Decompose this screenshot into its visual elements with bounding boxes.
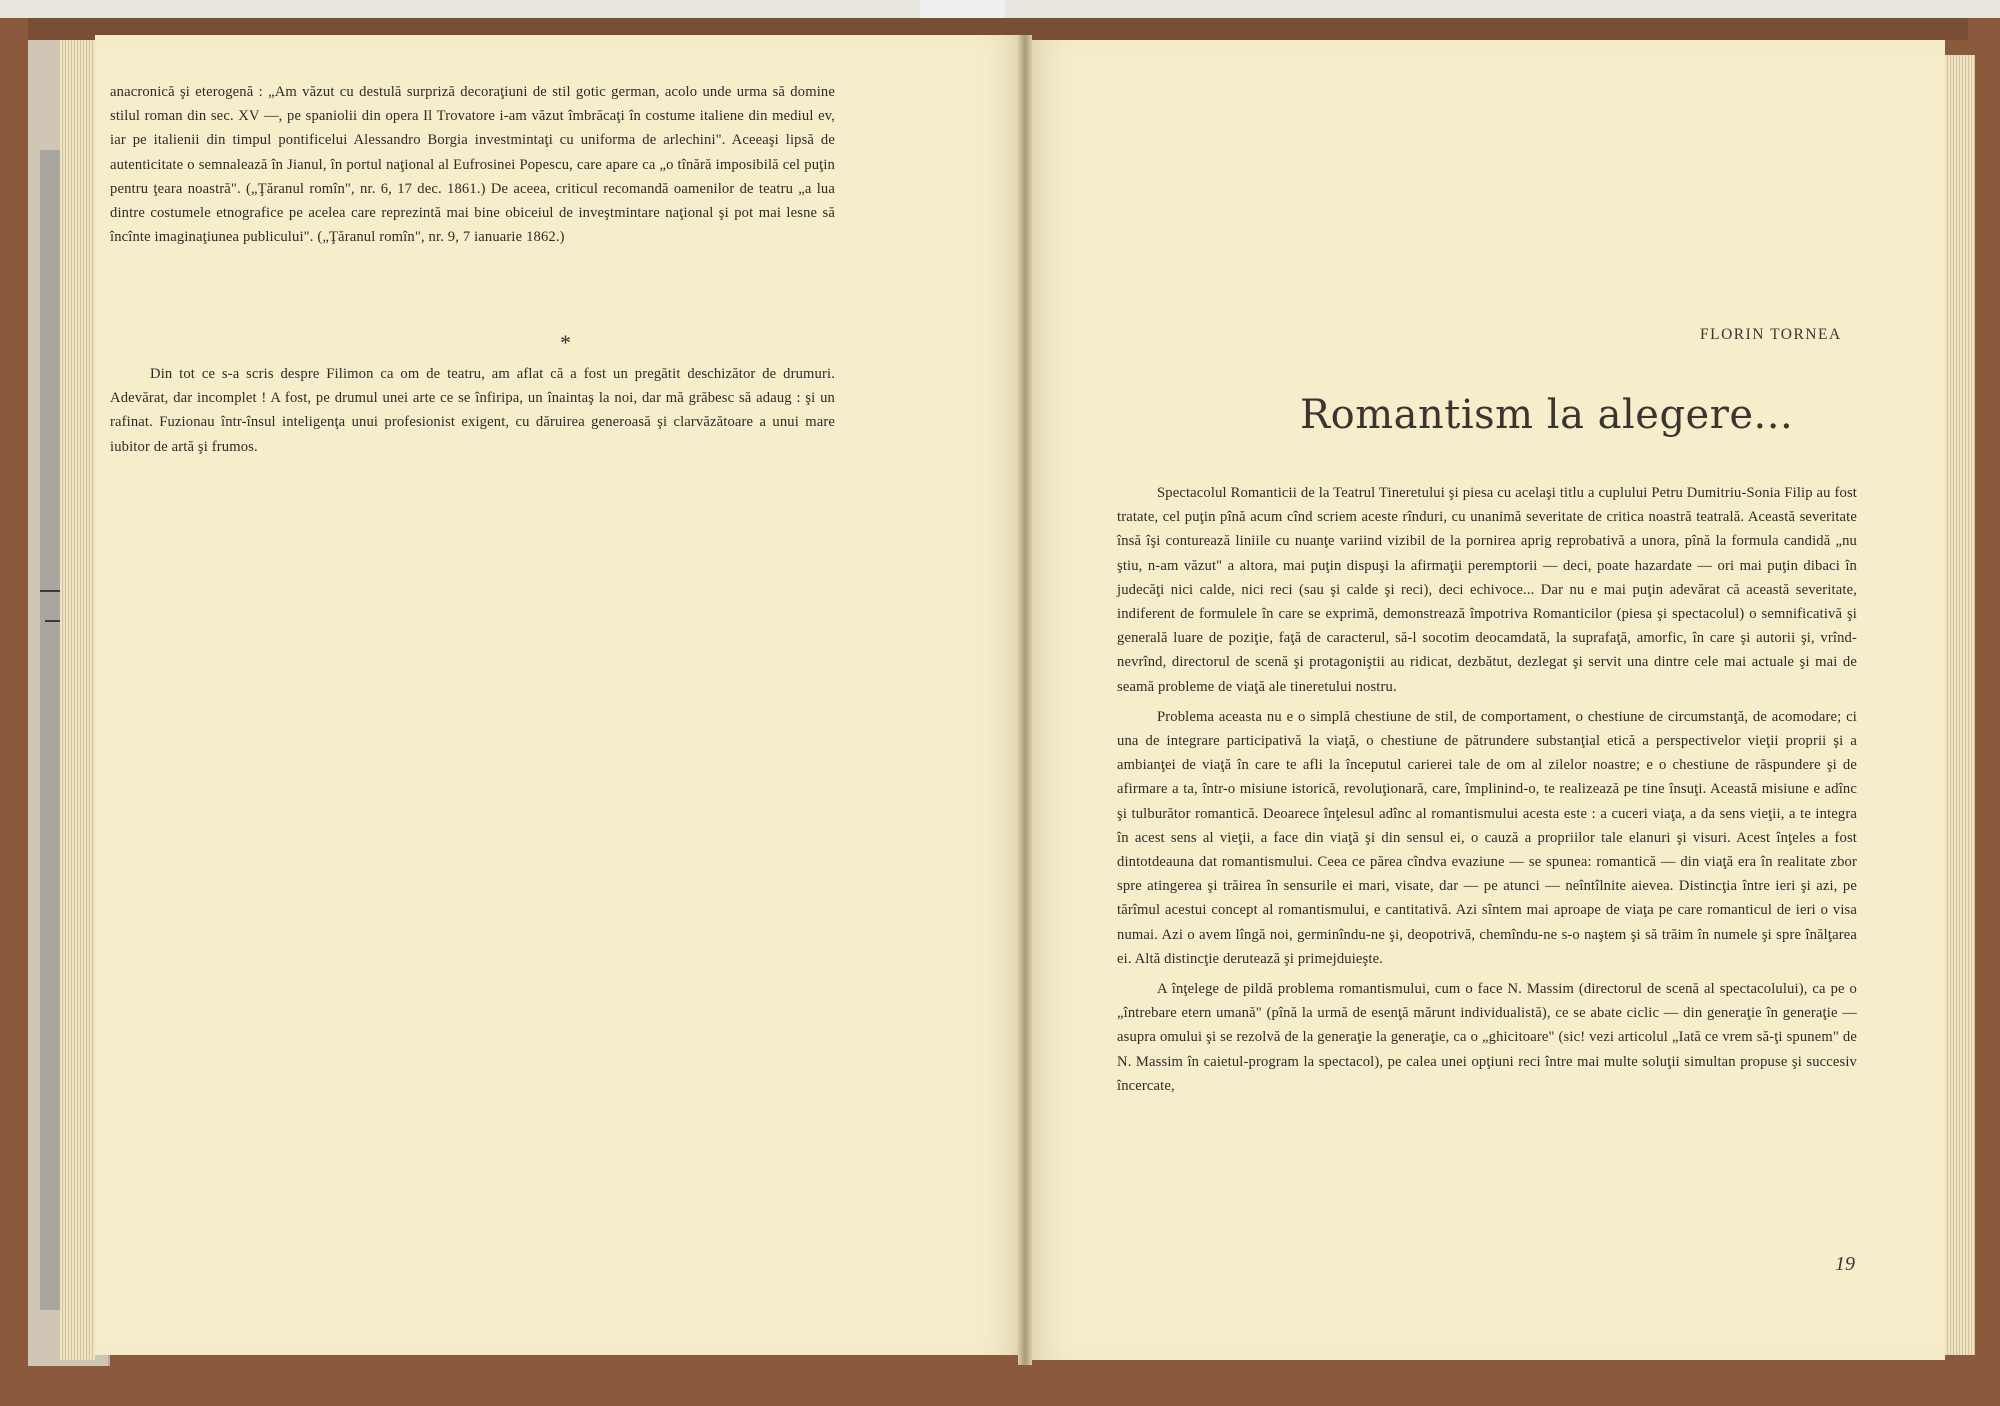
left-paragraph-1 xyxy=(110,80,835,249)
section-separator: * xyxy=(560,330,571,355)
page-edges-left xyxy=(60,40,95,1360)
article-author: FLORIN TORNEA xyxy=(1700,326,1842,343)
article-body xyxy=(1117,481,1857,1098)
page-edges-right xyxy=(1945,55,1975,1355)
article-title: Romantism la alegere... xyxy=(1300,392,1794,438)
book-gutter xyxy=(1018,35,1032,1365)
article-paragraph-3: A înţelege de pildă problema romantismului, cum o face N. Massim (directorul de scenă al spectacolului), ca pe o „întrebare etern umană" (pînă la urmă de esenţă mărunt individualistă), ce se abate ciclic — din generaţie în generaţie — asupra omului şi se rezolvă de la generaţie la generaţie, ca o „ghicitoare" (sic! vezi articolul „Iată ce vrem să-ţi spunem" de N. Massim în caietul-program la spectacol), pe calea unei opţiuni reci între mai multe soluţii simultan propuse şi succesiv încercate, xyxy=(1117,981,1857,1094)
left-paragraph-2-text: Din tot ce s-a scris despre Filimon ca om de teatru, am aflat că a fost un pregătit deschizător de drumuri. Adevărat, dar incomplet ! A fost, pe drumul unei arte ce se înfiripa, un înaintaş la noi, dar mă grăbesc să adaug : şi un rafinat. Fuzionau într-însul inteligenţa unui profesionist exigent, cu dăruirea generoasă şi clarvăzătoare a unui mare iubitor de artă şi frumos. xyxy=(110,366,835,455)
article-paragraph-1: Spectacolul Romanticii de la Teatrul Tineretului şi piesa cu acelaşi titlu a cuplului Petru Dumitriu-Sonia Filip au fost tratate, cel puţin pînă acum cînd scriem aceste rînduri, cu unanimă severitate de critica noastră teatrală. Această severitate însă îşi conturează liniile cu nuanţe variind vizibil de la pornirea aprig reprobativă a unora, pînă la formula candidă „nu ştiu, n-am văzut" a altora, mai puţin dispuşi la afirmaţii peremptorii — deci, poate hazardate — ori mai puţin dibaci în judecăţi nici calde, nici reci (sau şi calde şi reci), deci echivoce... Dar nu e mai puţin adevărat că această severitate, indiferent de formulele în care se exprimă, demonstrează împotriva Romanticilor (piesa şi spectacolul) o semnificativă şi generală luare de poziţie, faţă de caracterul, să-l socotim deocamdată, la suprafaţă, amorfic, în care şi autorii şi, vrînd-nevrînd, directorul de scenă şi protagoniştii au ridicat, dezbătut, dezlegat şi servit una dintre cele mai actuale şi mai de seamă probleme de viaţă ale tineretului nostru. xyxy=(1117,485,1857,695)
page-number: 19 xyxy=(1835,1253,1855,1275)
article-paragraph-2: Problema aceasta nu e o simplă chestiune de stil, de comportament, o chestiune de circumstanţă, de acomodare; ci una de integrare participativă la viaţă, o chestiune de pătrundere substanţial etică a perspectivelor vieţii proprii şi a ambianţei de viaţă în care te afli la începutul carierei tale de om al zilelor noastre; e o chestiune de răspundere şi de afirmare a ta, într-o misiune istorică, revoluţionară, care, împlinind-o, te realizează pe tine însuţi. Această misiune e adînc şi tulburător romantică. Deoarece înţelesul adînc al romantismului acesta este : a cuceri viaţa, a da sens vieţii, a te integra în acest sens al vieţii, a face din viaţă şi din sensul ei, o cauză a propriilor tale elanuri şi visuri. Acest înţeles a fost dintotdeauna dat romantismului. Ceea ce părea cîndva evaziune — se spunea: romantică — din viaţă era în realitate zbor spre atingerea şi trăirea în sensurile ei mari, visate, dar — pe atunci — neîntîlnite aievea. Distincţia între ieri şi azi, pe tărîmul acestui concept al romantismului, e cantitativă. Azi sîntem mai aproape de viaţa pe care romanticul de ieri o visa numai. Azi o avem lîngă noi, germinîndu-ne şi, deopotrivă, chemîndu-ne s-o naştem şi să trăim în numele şi spre înălţarea ei. Altă distincţie derutează şi primejduieşte. xyxy=(1117,708,1857,967)
left-paragraph-2 xyxy=(110,362,835,459)
left-paragraph-1-text: anacronică şi eterogenă : „Am văzut cu destulă surpriză decoraţiuni de stil gotic german, acolo unde urma să domine stilul roman din sec. XV —, pe spaniolii din opera Il Trovatore i-am văzut îmbrăcaţi în costume italiene din mediul ev, iar pe italienii din timpul pontificelui Alessandro Borgia investmintaţi cu uniforma de arlechini". Aceeaşi lipsă de autenticitate o semnalează în Jianul, în portul naţional al Eufrosinei Popescu, care apare ca „o tînără imposibilă cel puţin pentru ţeara noastră". („Ţăranul romîn", nr. 6, 17 dec. 1861.) De aceea, criticul recomandă oamenilor de teatru „a lua dintre costumele etnografice pe acelea care reprezintă mai bine obiceiul de inveştmintare naţional şi pot mai lesne să încînte imaginaţiunea publicului". („Ţăranul romîn", nr. 9, 7 ianuarie 1862.) xyxy=(110,84,835,246)
